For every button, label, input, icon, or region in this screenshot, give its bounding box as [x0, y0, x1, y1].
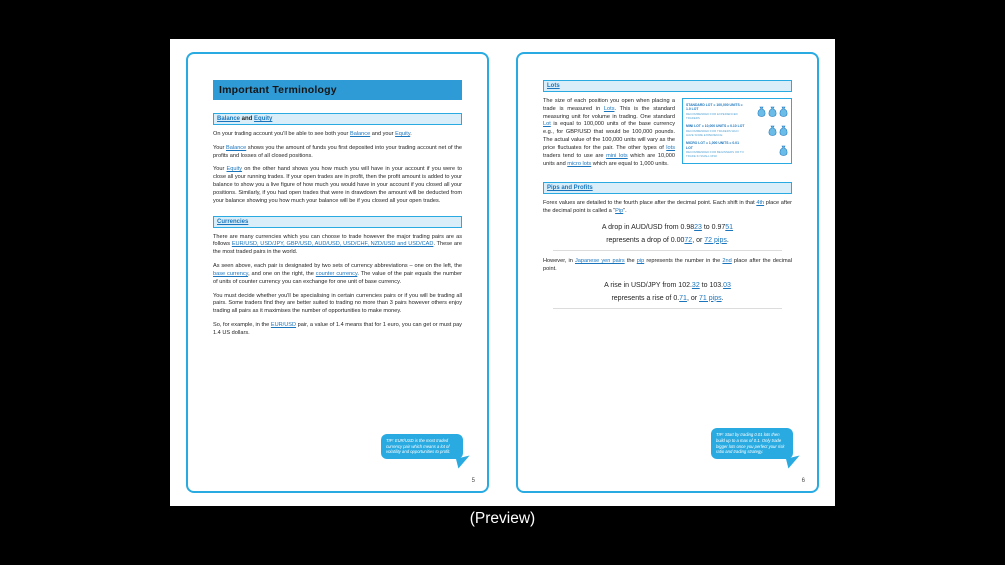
text-segment: Your: [213, 166, 227, 173]
lot-micro-note: RECOMMENDED FOR BEGINNERS OR TO TRADE IN SMALL RISK: [686, 150, 744, 158]
preview-caption: (Preview): [469, 510, 536, 527]
money-bag-icon: [779, 106, 788, 117]
text-segment: 71 pips: [699, 294, 722, 302]
paragraph-lots: [543, 98, 675, 168]
page-number-6: 6: [801, 478, 805, 484]
money-bag-icon: [779, 145, 788, 156]
lot-mini-bags: [768, 125, 788, 136]
paragraph-balance: [213, 145, 462, 161]
paragraph-major-pairs: [213, 234, 462, 257]
paragraph-specialising: [213, 293, 462, 316]
pip-example-usdjpy: [543, 280, 792, 305]
page-5-content: [213, 80, 462, 465]
text-segment: place after the decimal point is called a “: [543, 200, 792, 215]
text-segment: represents the number in the: [644, 258, 723, 265]
text-segment: On your trading account you'll be able to see both your: [213, 131, 350, 137]
lot-types-box: [682, 98, 792, 164]
text-segment: Forex values are detailed to the fourth place after the decimal point. Each shift in that: [543, 200, 757, 207]
page-5: [186, 52, 489, 493]
text-segment: base currency: [213, 270, 249, 277]
pip-example-audusd: [543, 222, 792, 247]
text-segment: Lots: [603, 105, 615, 112]
text-segment: 51: [725, 224, 734, 232]
lot-row-micro: [686, 141, 788, 158]
lot-row-mini-text: [686, 124, 746, 137]
lot-mini-title: MINI LOT = 10,000 UNITS = 0.10 LOT: [686, 124, 745, 129]
text-segment: There are many currencies which you can choose to trade however the major trading pairs are as follows: [213, 233, 462, 248]
lot-micro-title: MICRO LOT = 1,000 UNITS = 0.01 LOT: [686, 141, 739, 150]
text-segment: counter currency: [315, 270, 358, 277]
document-preview: [170, 39, 835, 506]
text-segment: 2nd: [722, 258, 732, 265]
lot-row-standard-text: [686, 103, 746, 120]
text-segment: to 103.: [699, 281, 724, 289]
paragraph-pips: [543, 200, 792, 216]
lot-row-standard: [686, 103, 788, 120]
text-segment: EUR/USD, USD/JPY, GBP/USD, AUD/USD, USD/CHF, NZD/USD and USD/CAD: [231, 241, 434, 248]
text-segment: represents a drop of 0.00: [606, 236, 685, 244]
text-segment: the: [624, 258, 637, 265]
text-segment: place after the decimal point.: [543, 258, 792, 273]
text-segment: pair, a value of 1.4 means that for 1 euro, you can get or must pay 1.4 US dollars.: [213, 322, 462, 336]
text-segment: traders tend to use are: [543, 152, 607, 159]
text-segment: Equity: [226, 166, 243, 173]
text-segment: Lots: [547, 83, 560, 89]
text-segment: Pip: [615, 208, 624, 215]
text-segment: However, in: [543, 258, 575, 265]
text-segment: and: [240, 116, 255, 122]
tip-bubble-lot-sizing: TIP: Start by trading 0.01 lots then build up to a max of 0.1. Only trade bigger lots once you perfect your risk ratio and trading strategy.: [711, 428, 793, 459]
text-segment: Balance: [349, 131, 371, 137]
paragraph-base-counter: [213, 263, 462, 286]
text-segment: .: [410, 131, 412, 137]
text-segment: , or: [686, 294, 700, 302]
text-segment: Lot: [543, 121, 551, 128]
section-heading-lots: [543, 80, 792, 92]
lot-row-mini: [686, 124, 788, 137]
text-segment: .: [726, 236, 729, 244]
paragraph-balance-equity-intro: [213, 131, 462, 139]
paragraph-yen-pairs: [543, 258, 792, 274]
money-bag-icon: [768, 106, 777, 117]
text-segment: Your: [213, 144, 226, 151]
pip-example-audusd-line2: [543, 235, 792, 248]
text-segment: Balance: [226, 144, 247, 151]
text-segment: , and one on the right, the: [248, 270, 316, 277]
text-segment: As seen above, each pair is designated by two sets of currency abbreviations – one on the left, the: [213, 263, 462, 270]
text-segment: A rise in USD/JPY from 102.: [604, 281, 692, 289]
lot-mini-note: RECOMMENDED FOR TRADERS WHO HAVE SOME EXPERIENCE: [686, 128, 739, 137]
text-segment: So, for example, in the: [213, 322, 271, 329]
text-segment: represents a rise of 0.: [611, 294, 680, 302]
page-title: Important Terminology: [213, 80, 462, 100]
tip-bubble-eurusd: TIP: EUR/USD is the most traded currency pair which means a lot of volatility and opportunities to profit.: [381, 434, 463, 459]
text-segment: 72 pips: [704, 236, 727, 244]
lots-section: [543, 98, 792, 174]
paragraph-eurusd-example: [213, 322, 462, 338]
text-segment: 32: [691, 281, 700, 289]
text-segment: 03: [723, 281, 731, 289]
text-segment: Equity: [395, 131, 411, 137]
text-segment: and your: [370, 131, 396, 137]
money-bag-icon: [757, 106, 766, 117]
text-segment: You must decide whether you'll be specialising in certain currencies pairs or if you will be trading all pairs. Some traders find they are better suited to trading no more than 3 pairs however others enjoy trading all pairs as it maximises the number of opportunities to make money.: [213, 292, 462, 315]
lot-standard-title: STANDARD LOT = 100,000 UNITS = 1.0 LOT: [686, 103, 743, 112]
page-6-content: [543, 80, 792, 465]
text-segment: Pips and Profits: [547, 185, 593, 192]
text-segment: to 0.97: [701, 224, 726, 232]
text-segment: micro lots: [567, 160, 592, 167]
text-segment: 23: [694, 224, 702, 232]
text-segment: , or: [692, 236, 705, 244]
text-segment: . The value of the pair equals the number of units of counter currency you can exchange for one unit of base currency.: [213, 270, 462, 285]
text-segment: shows you the amount of funds you first deposited into your trading account net of the profits and losses of all closed positions.: [213, 144, 462, 159]
section-heading-currencies: [213, 216, 462, 228]
text-segment: Currencies: [217, 218, 249, 225]
text-segment: mini lots: [606, 152, 628, 159]
text-segment: . These are the most traded pairs in the world.: [213, 241, 462, 256]
text-segment: is equal to 100,000 units of the base currency e.g., for GBP/USD that would be 100,000 pounds. The actual value of the 100,000 units will vary as the price fluctuates for the pair. The other types of: [543, 121, 675, 151]
text-segment: The size of each position you open when placing a trade is measured in: [543, 98, 675, 112]
paragraph-equity: [213, 166, 462, 205]
section-heading-balance-equity: [213, 113, 462, 125]
pip-example-usdjpy-line1: [543, 280, 792, 293]
text-segment: Balance: [217, 116, 241, 122]
text-segment: ”.: [623, 208, 627, 215]
text-segment: 72: [684, 236, 693, 244]
text-segment: which are 10,000 units and: [543, 152, 676, 167]
pip-example-usdjpy-line2: [543, 293, 792, 306]
text-segment: A drop in AUD/USD from 0.98: [601, 224, 695, 232]
text-segment: . This is the standard measuring unit for volume in trading. One standard: [543, 105, 676, 120]
lot-standard-bags: [757, 106, 788, 117]
section-heading-pips: [543, 182, 792, 194]
text-segment: 71: [679, 294, 687, 302]
lot-row-micro-text: [686, 141, 746, 158]
divider: [553, 308, 782, 309]
text-segment: Equity: [254, 116, 273, 122]
page-6: [516, 52, 819, 493]
lot-standard-note: RECOMMENDED FOR EXPERIENCED TRADERS: [686, 111, 738, 120]
text-segment: .: [721, 294, 724, 302]
page-number-5: 5: [471, 478, 475, 484]
text-segment: on the other hand shows you how much you will have in your account if you were to close all your running trades. If your open trades are in profit, then the profit amount is added to your balance to show you a live figure of how much you would have in your account if you closed all your positions. Similarly, if you had open trades that were in drawdown the amount will be deducted from your balance showing you how much your balance will be if you closed all your open trades.: [213, 166, 462, 204]
text-segment: lots: [666, 144, 675, 151]
divider: [553, 250, 782, 251]
text-segment: which are equal to 1,000 units.: [591, 160, 669, 167]
pip-example-audusd-line1: [543, 222, 792, 235]
text-segment: pip: [636, 258, 645, 265]
text-segment: EUR/USD: [270, 322, 297, 329]
money-bag-icon: [768, 125, 777, 136]
text-segment: Japanese yen pairs: [574, 258, 625, 265]
money-bag-icon: [779, 125, 788, 136]
text-segment: 4th: [756, 200, 765, 207]
lot-micro-bags: [779, 145, 788, 156]
